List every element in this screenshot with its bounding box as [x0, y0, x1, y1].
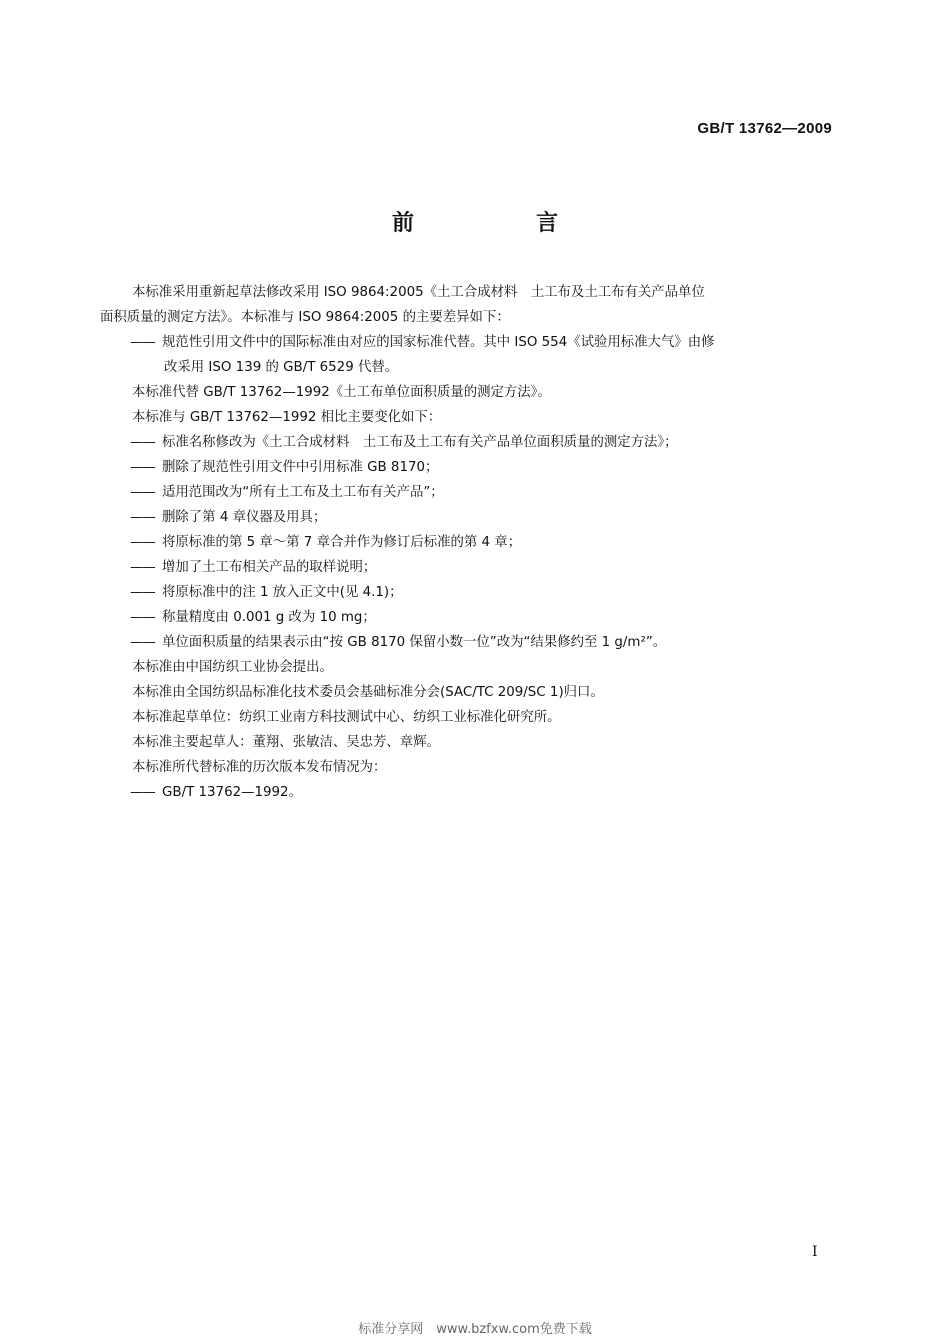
change-item-text: 将原标准的第 5 章～第 7 章合并作为修订后标准的第 4 章； [162, 535, 522, 550]
change-item-text: 标准名称修改为《土工合成材料 土工布及土工布有关产品单位面积质量的测定方法》； [162, 435, 678, 450]
change-item-text: 称量精度由 0.001 g 改为 10 mg； [162, 610, 376, 625]
change-item-text: 删除了规范性引用文件中引用标准 GB 8170； [162, 460, 439, 475]
change-item [132, 530, 832, 555]
paragraph-centralized-by: 本标准由全国纺织品标准化技术委员会基础标准分会(SAC/TC 209/SC 1)归口。 [132, 685, 604, 700]
history-item [132, 780, 832, 805]
change-item [132, 555, 832, 580]
dash-marker: —— [130, 510, 155, 525]
paragraph-adoption-line2: 面积质量的测定方法》。本标准与 ISO 9864:2005 的主要差异如下： [100, 310, 510, 325]
changes-list [132, 430, 832, 655]
change-item [132, 480, 832, 505]
history-item-text: GB/T 13762—1992。 [162, 785, 302, 800]
change-item-text: 将原标准中的注 1 放入正文中(见 4.1)； [162, 585, 403, 600]
paragraph-proposed-by: 本标准由中国纺织工业协会提出。 [132, 660, 333, 675]
dash-marker: —— [130, 585, 155, 600]
paragraph-adoption-line1: 本标准采用重新起草法修改采用 ISO 9864:2005《土工合成材料 土工布及土工布有关产品单位 [132, 285, 705, 300]
page-title: 前 言 [391, 211, 608, 236]
watermark: 标准分享网 www.bzfxw.com免费下载 [358, 1322, 592, 1337]
dash-marker: —— [130, 560, 155, 575]
dash-marker: —— [130, 335, 155, 350]
difference-item [132, 330, 832, 355]
change-item-text: 适用范围改为“所有土工布及土工布有关产品”； [162, 485, 444, 500]
change-item [132, 455, 832, 480]
paragraph-drafting-units: 本标准起草单位：纺织工业南方科技测试中心、纺织工业标准化研究所。 [132, 710, 561, 725]
change-item [132, 430, 832, 455]
change-item [132, 505, 832, 530]
dash-marker: —— [130, 435, 155, 450]
paragraph-replaces: 本标准代替 GB/T 13762—1992《土工布单位面积质量的测定方法》。 [132, 385, 551, 400]
paragraph-history-intro: 本标准所代替标准的历次版本发布情况为： [132, 760, 387, 775]
page-number: I [812, 1244, 818, 1260]
difference-item-continuation: 改采用 ISO 139 的 GB/T 6529 代替。 [164, 360, 399, 375]
change-item-text: 增加了土工布相关产品的取样说明； [162, 560, 377, 575]
paragraph-changes-intro: 本标准与 GB/T 13762—1992 相比主要变化如下： [132, 410, 442, 425]
standard-code: GB/T 13762—2009 [697, 120, 832, 137]
dash-marker: —— [130, 460, 155, 475]
foreword-body [100, 280, 832, 805]
change-item-text: 删除了第 4 章仪器及用具； [162, 510, 327, 525]
dash-marker: —— [130, 610, 155, 625]
paragraph-drafters: 本标准主要起草人：董翔、张敏洁、吴忠芳、章辉。 [132, 735, 440, 750]
change-item-text: 单位面积质量的结果表示由“按 GB 8170 保留小数一位”改为“结果修约至 1 g/m²”。 [162, 635, 667, 650]
change-item [132, 605, 832, 630]
change-item [132, 630, 832, 655]
difference-item-text: 规范性引用文件中的国际标准由对应的国家标准代替。其中 ISO 554《试验用标准大气》由修 [162, 335, 715, 350]
change-item [132, 580, 832, 605]
dash-marker: —— [130, 635, 155, 650]
dash-marker: —— [130, 485, 155, 500]
dash-marker: —— [130, 785, 155, 800]
dash-marker: —— [130, 535, 155, 550]
